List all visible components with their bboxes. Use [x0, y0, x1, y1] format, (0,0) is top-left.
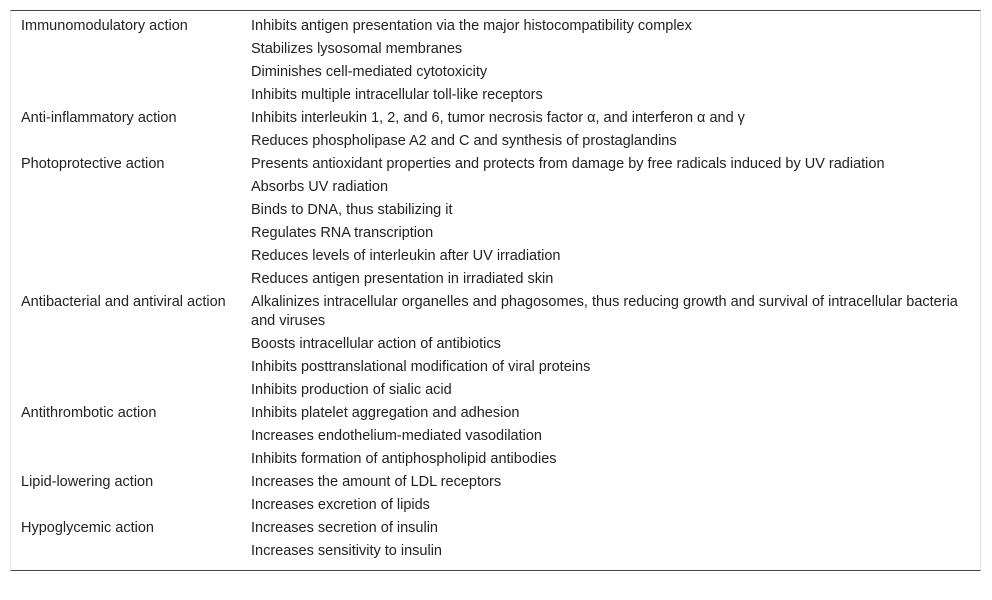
table-row [11, 291, 980, 334]
effect-cell: Reduces levels of interleukin after UV irradiation [251, 247, 561, 264]
category-cell [11, 268, 251, 291]
table-row [11, 380, 980, 403]
category-cell: Photoprotective action [21, 155, 165, 172]
category-cell: Anti-inflammatory action [21, 109, 177, 126]
category-cell: Immunomodulatory action [21, 17, 188, 34]
category-cell [11, 176, 251, 199]
category-cell: Hypoglycemic action [21, 520, 154, 536]
effect-cell: Regulates RNA transcription [251, 224, 434, 241]
mechanisms-table [10, 10, 981, 571]
table-row [11, 84, 980, 107]
table-row [11, 426, 980, 449]
table-row [11, 107, 980, 130]
table-row [11, 15, 980, 38]
table-body [11, 15, 980, 564]
effect-cell: Increases sensitivity to insulin [251, 543, 442, 559]
category-cell [11, 541, 251, 564]
effect-cell: Increases secretion of insulin [251, 520, 438, 536]
table-row [11, 245, 980, 268]
effect-cell: Inhibits posttranslational modification of viral proteins [251, 359, 591, 375]
table-row [11, 199, 980, 222]
effect-cell: Boosts intracellular action of antibiotics [251, 336, 501, 352]
table-row [11, 541, 980, 564]
category-cell [11, 357, 251, 380]
effect-cell: Inhibits interleukin 1, 2, and 6, tumor necrosis factor α, and interferon α and γ [251, 109, 745, 126]
table-row [11, 518, 980, 541]
table-row [11, 357, 980, 380]
effect-cell: Increases excretion of lipids [251, 497, 430, 513]
effect-cell: Inhibits antigen presentation via the major histocompatibility complex [251, 17, 692, 34]
effect-cell: Reduces antigen presentation in irradiated skin [251, 270, 554, 287]
table-row [11, 176, 980, 199]
table-row [11, 61, 980, 84]
effect-cell: Alkalinizes intracellular organelles and phagosomes, thus reducing growth and survival of intracellular bacteria and viruses [251, 293, 958, 329]
category-cell [11, 61, 251, 84]
category-cell [11, 245, 251, 268]
table-row [11, 449, 980, 472]
table-row [11, 130, 980, 153]
category-cell [11, 495, 251, 518]
effect-cell: Increases the amount of LDL receptors [251, 474, 502, 490]
category-cell [11, 449, 251, 472]
category-cell: Lipid-lowering action [21, 474, 154, 490]
table-row [11, 334, 980, 357]
effect-cell: Absorbs UV radiation [251, 178, 389, 195]
table-row [11, 222, 980, 245]
effect-cell: Reduces phospholipase A2 and C and synthesis of prostaglandins [251, 132, 677, 149]
table-row [11, 38, 980, 61]
effect-cell: Increases endothelium-mediated vasodilation [251, 428, 542, 444]
category-cell: Antithrombotic action [21, 405, 157, 421]
category-cell [11, 426, 251, 449]
table-row [11, 403, 980, 426]
category-cell [11, 84, 251, 107]
effect-cell: Inhibits formation of antiphospholipid antibodies [251, 451, 557, 467]
table-row [11, 153, 980, 176]
category-cell [11, 222, 251, 245]
effect-cell: Inhibits platelet aggregation and adhesion [251, 405, 520, 421]
effect-cell: Diminishes cell-mediated cytotoxicity [251, 63, 488, 80]
table [11, 15, 980, 564]
effect-cell: Stabilizes lysosomal membranes [251, 40, 463, 57]
category-cell [11, 199, 251, 222]
category-cell [11, 130, 251, 153]
table-row [11, 268, 980, 291]
table-row [11, 495, 980, 518]
effect-cell: Binds to DNA, thus stabilizing it [251, 201, 453, 218]
category-cell [11, 38, 251, 61]
category-cell [11, 380, 251, 403]
table-row [11, 472, 980, 495]
effect-cell: Inhibits production of sialic acid [251, 382, 452, 398]
effect-cell: Inhibits multiple intracellular toll-like receptors [251, 86, 543, 103]
effect-cell: Presents antioxidant properties and protects from damage by free radicals induced by UV radiation [251, 155, 885, 172]
category-cell: Antibacterial and antiviral action [21, 293, 226, 310]
category-cell [11, 334, 251, 357]
